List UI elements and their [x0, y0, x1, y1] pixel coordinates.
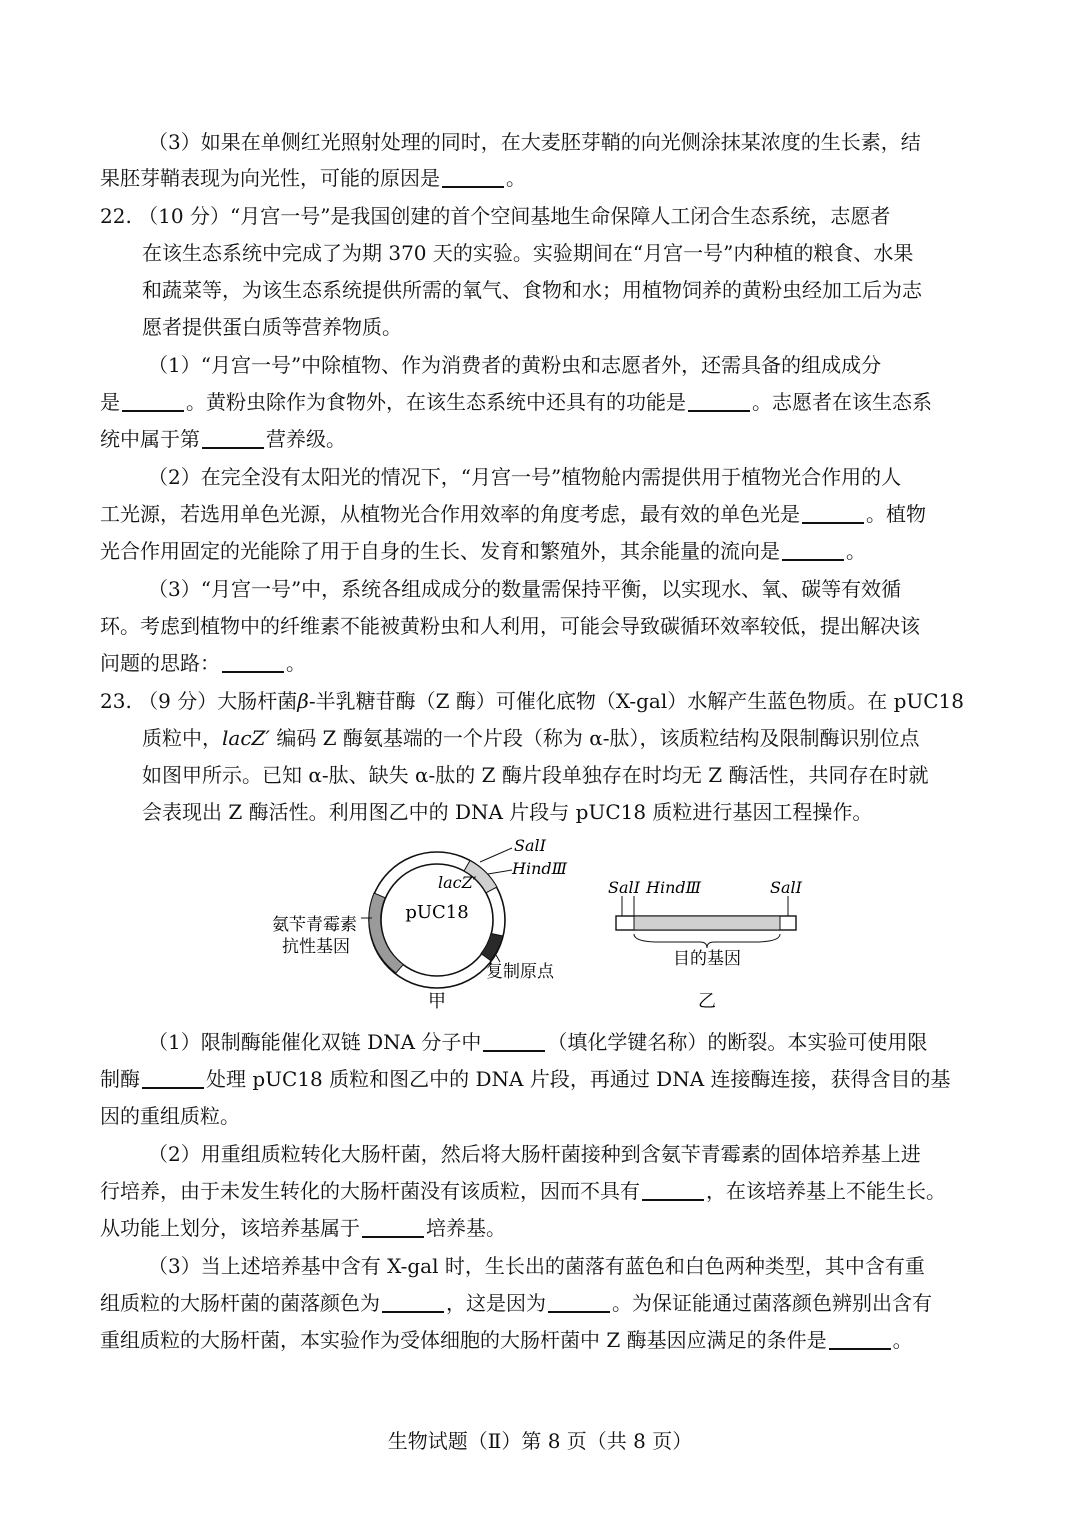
q22-stem-line1: 22. （10 分）“月宫一号”是我国创建的首个空间基地生命保障人工闭合生态系统，志愿者 — [100, 204, 891, 228]
q23-stem-line4: 会表现出 Z 酶活性。利用图乙中的 DNA 片段与 pUC18 质粒进行基因工程操作。 — [142, 800, 873, 824]
q23-part3-line2: 组质粒的大肠杆菌的菌落颜色为 ，这是因为 。为保证能通过菌落颜色辨别出含有 — [100, 1291, 932, 1315]
answer-blank[interactable] — [483, 1030, 545, 1052]
q23-stem-line2: 质粒中，lacZ′ 编码 Z 酶氨基端的一个片段（称为 α-肽），该质粒结构及限制酶识别位点 — [142, 726, 920, 750]
q22-stem-line2: 在该生态系统中完成了为期 370 天的实验。实验期间在“月宫一号”内种植的粮食、水果 — [142, 241, 914, 265]
q22-part2-line2: 工光源，若选用单色光源，从植物光合作用效率的角度考虑，最有效的单色光是 。植物 — [100, 502, 926, 526]
sal-pointer — [480, 848, 512, 862]
page-footer: 生物试题（Ⅱ）第 8 页（共 8 页） — [387, 1429, 693, 1453]
plasmid-name: pUC18 — [405, 902, 469, 923]
answer-blank[interactable] — [642, 1179, 704, 1201]
q22-part1-line3: 统中属于第 营养级。 — [100, 427, 346, 451]
amp-resistance-segment — [369, 893, 403, 973]
q22-part3-line1: （3）“月宫一号”中，系统各组成成分的数量需保持平衡，以实现水、氧、碳等有效循 — [148, 577, 902, 601]
figure-a-caption: 甲 — [428, 991, 446, 1012]
q23-part1-line1: （1）限制酶能催化双链 DNA 分子中 （填化学键名称）的断裂。本实验可使用限 — [148, 1030, 928, 1054]
target-gene-brace — [634, 934, 780, 948]
q22-part3-line3: 问题的思路： 。 — [100, 651, 306, 675]
ori-label: 复制原点 — [486, 962, 554, 982]
q22-part1-line2: 是 。黄粉虫除作为食物外，在该生态系统中还具有的功能是 。志愿者在该生态系 — [100, 390, 932, 414]
q22-part2-line3: 光合作用固定的光能除了用于自身的生长、发育和繁殖外，其余能量的流向是 。 — [100, 539, 866, 563]
q22-stem-line4: 愿者提供蛋白质等营养物质。 — [142, 315, 402, 339]
q23-part1-line3: 因的重组质粒。 — [100, 1104, 240, 1128]
answer-blank[interactable] — [382, 1291, 444, 1313]
dna-fragment-diagram — [608, 878, 803, 1012]
q22-part2-line1: （2）在完全没有太阳光的情况下，“月宫一号”植物舱内需提供用于植物光合作用的人 — [148, 465, 902, 489]
answer-blank[interactable] — [802, 502, 864, 524]
q21-part3-line1: （3）如果在单侧红光照射处理的同时，在大麦胚芽鞘的向光侧涂抹某浓度的生长素，结 — [148, 130, 921, 154]
answer-blank[interactable] — [782, 539, 844, 561]
answer-blank[interactable] — [202, 427, 264, 449]
answer-blank[interactable] — [362, 1216, 424, 1238]
q23-stem-line3: 如图甲所示。已知 α-肽、缺失 α-肽的 Z 酶片段单独存在时均无 Z 酶活性，共同存在时就 — [142, 763, 929, 787]
ori-pointer — [496, 955, 500, 962]
target-gene-segment — [634, 916, 780, 930]
answer-blank[interactable] — [442, 166, 504, 188]
q23-part3-line3: 重组质粒的大肠杆菌，本实验作为受体细胞的大肠杆菌中 Z 酶基因应满足的条件是 。 — [100, 1328, 913, 1352]
hind-label: HindⅢ — [512, 859, 568, 878]
answer-blank[interactable] — [122, 390, 184, 412]
q23-stem-line1: 23. （9 分）大肠杆菌β-半乳糖苷酶（Z 酶）可催化底物（X-gal）水解产生蓝色物质。在 pUC18 — [100, 689, 964, 713]
frag-hind-label: HindⅢ — [646, 878, 702, 897]
plasmid-diagram — [272, 836, 568, 1012]
q22-stem-line3: 和蔬菜等，为该生态系统提供所需的氧气、食物和水；用植物饲养的黄粉虫经加工后为志 — [142, 278, 922, 302]
answer-blank[interactable] — [829, 1328, 891, 1350]
figure-plasmid-and-fragment — [0, 830, 1080, 1020]
sal-label: SalⅠ — [514, 836, 546, 855]
q23-part2-line1: （2）用重组质粒转化大肠杆菌，然后将大肠杆菌接种到含氨苄青霉素的固体培养基上进 — [148, 1142, 921, 1166]
frag-sal-right-label: SalⅠ — [770, 878, 802, 897]
lacz-label: lacZ′ — [438, 873, 477, 892]
amp-label-line2: 抗性基因 — [282, 937, 350, 957]
q23-part2-line2: 行培养，由于未发生转化的大肠杆菌没有该质粒，因而不具有 ，在该培养基上不能生长。 — [100, 1179, 946, 1203]
amp-label-line1: 氨苄青霉素 — [272, 915, 357, 935]
figure-b-caption: 乙 — [698, 991, 716, 1012]
q22-part3-line2: 环。考虑到植物中的纤维素不能被黄粉虫和人利用，可能会导致碳循环效率较低，提出解决该 — [100, 614, 920, 638]
q23-part3-line1: （3）当上述培养基中含有 X-gal 时，生长出的菌落有蓝色和白色两种类型，其中含有重 — [148, 1254, 925, 1278]
answer-blank[interactable] — [222, 651, 284, 673]
q23-part1-line2: 制酶 处理 pUC18 质粒和图乙中的 DNA 片段，再通过 DNA 连接酶连接，获得含目的基 — [100, 1067, 951, 1091]
target-gene-label: 目的基因 — [673, 949, 741, 969]
answer-blank[interactable] — [142, 1067, 204, 1089]
answer-blank[interactable] — [688, 390, 750, 412]
answer-blank[interactable] — [548, 1291, 610, 1313]
q21-part3-line2: 果胚芽鞘表现为向光性，可能的原因是 。 — [100, 166, 526, 190]
q22-part1-line1: （1）“月宫一号”中除植物、作为消费者的黄粉虫和志愿者外，还需具备的组成成分 — [148, 353, 882, 377]
hind-pointer — [488, 870, 512, 874]
q23-part2-line3: 从功能上划分，该培养基属于 培养基。 — [100, 1216, 506, 1240]
frag-sal-left-label: SalⅠ — [608, 878, 640, 897]
